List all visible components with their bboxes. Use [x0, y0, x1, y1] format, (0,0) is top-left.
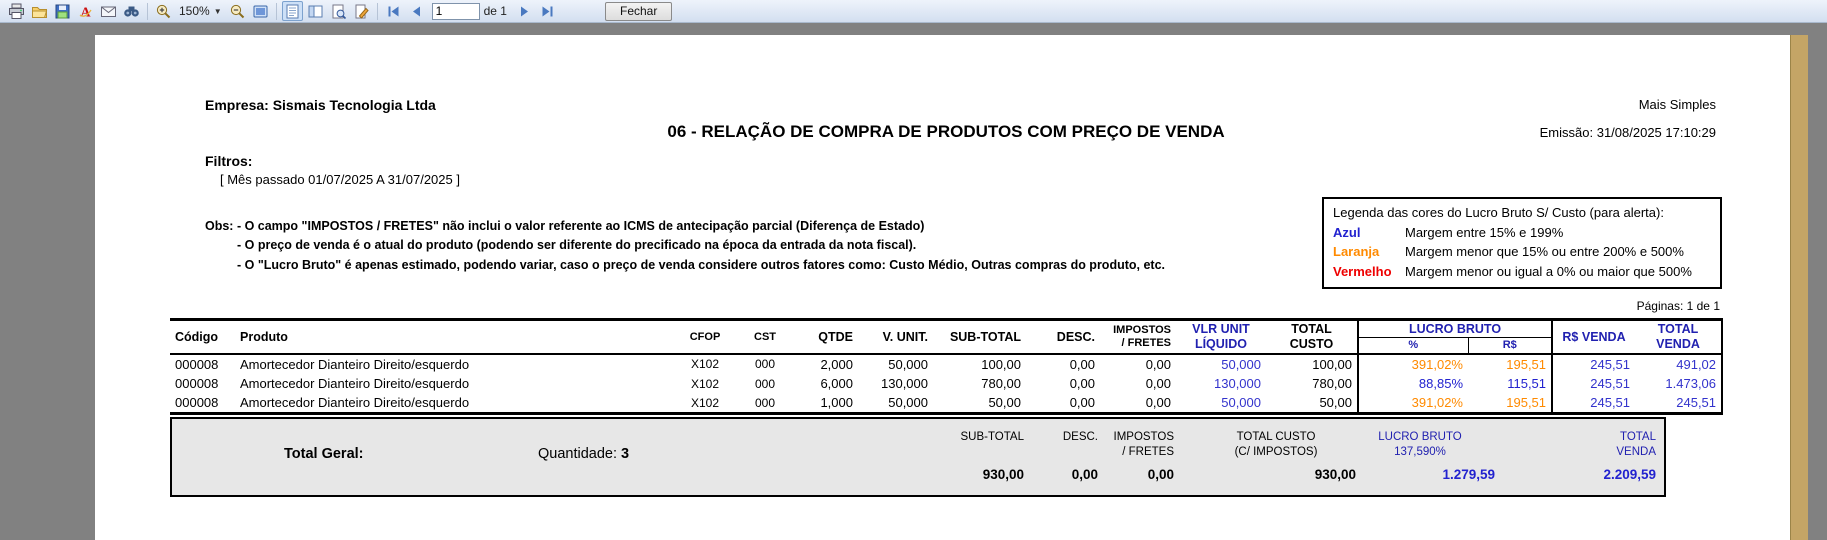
legend-item [1333, 262, 1711, 282]
page-number-input[interactable] [432, 3, 480, 20]
cell-sub-total: 100,00 [981, 356, 1021, 372]
cell-sub-total: 50,00 [933, 394, 1026, 414]
legend-item [1333, 242, 1711, 262]
whole-page-button[interactable] [250, 1, 271, 21]
cell-desc: 0,00 [1026, 394, 1100, 414]
close-preview-button[interactable]: Fechar [605, 2, 672, 21]
col-header-total-venda [1635, 320, 1722, 354]
next-page-button[interactable] [514, 1, 535, 21]
legend-item-text: Margem entre 15% e 199% [1405, 224, 1564, 240]
total-venda [1556, 430, 1656, 482]
total-lucro-value: 1.279,59 [1442, 467, 1495, 483]
header-line: / FRETES [1121, 336, 1171, 349]
whole-page-icon [252, 3, 269, 20]
edit-pencil-icon [353, 3, 370, 20]
table-row [170, 394, 1722, 414]
first-page-icon [385, 3, 402, 20]
preview-toolbar [0, 0, 1827, 23]
last-page-button[interactable] [537, 1, 558, 21]
cell-codigo: 000008 [170, 394, 235, 414]
next-page-icon [516, 3, 533, 20]
zoom-level-select[interactable] [175, 4, 226, 18]
cell-v-unit: 50,000 [858, 394, 933, 414]
zoom-out-icon [229, 3, 246, 20]
label-line: TOTAL CUSTO [1236, 431, 1316, 444]
first-page-button[interactable] [383, 1, 404, 21]
total-lucro-label [1345, 430, 1495, 460]
cell-rs-venda: 245,51 [1590, 356, 1631, 372]
col-header-desc: DESC. [1026, 320, 1100, 354]
envelope-icon [100, 3, 117, 20]
header-line: TOTAL [1657, 321, 1699, 336]
filters-value: [ Mês passado 01/07/2025 A 31/07/2025 ] [220, 172, 460, 187]
cell-codigo: 000008 [175, 376, 219, 392]
page-setup-icon [330, 3, 347, 20]
total-sub-total [914, 430, 1024, 482]
header-line: VLR UNIT [1192, 321, 1250, 336]
col-header-cst: CST [735, 320, 795, 354]
table-row [170, 354, 1722, 374]
cell-rs-venda: 245,51 [1552, 394, 1635, 414]
toolbar-separator [147, 3, 148, 20]
quantity-label: Quantidade: [538, 446, 618, 463]
observations [205, 217, 1285, 275]
company-line [205, 97, 436, 113]
cell-lucro-pct: 88,85% [1358, 374, 1468, 394]
open-folder-icon [31, 3, 48, 20]
save-button[interactable] [52, 1, 73, 21]
col-header-lucro-rs: R$ [1468, 338, 1552, 354]
chevron-down-icon: ▼ [213, 6, 222, 16]
cell-impostos: 0,00 [1100, 394, 1176, 414]
lucro-percent: 137,590% [1394, 445, 1446, 458]
obs-line: Obs: - O campo "IMPOSTOS / FRETES" não inclui o valor referente ao ICMS de antecipação parcial (Diferença de Estado) [205, 219, 925, 233]
export-pdf-button[interactable] [75, 1, 96, 21]
facing-pages-view-button[interactable] [305, 1, 326, 21]
report-header [170, 95, 1722, 151]
legend-item-text: Margem menor ou igual a 0% ou maior que 500% [1405, 263, 1692, 279]
total-impostos-value: 0,00 [1147, 467, 1174, 483]
cell-desc: 0,00 [1069, 376, 1095, 392]
col-header-cfop: CFOP [675, 320, 735, 354]
brand-name: Mais Simples [1638, 97, 1716, 112]
cell-produto: Amortecedor Dianteiro Direito/esquerdo [240, 376, 470, 392]
legend-item-text: Margem menor que 15% ou entre 200% e 500% [1405, 244, 1684, 259]
edit-page-button[interactable] [351, 1, 372, 21]
cell-produto: Amortecedor Dianteiro Direito/esquerdo [240, 356, 470, 372]
col-header-vlr-unit-liquido [1176, 320, 1266, 354]
cell-total-custo: 100,00 [1312, 356, 1352, 372]
quantity-value: 3 [621, 446, 630, 463]
total-impostos-label [1094, 430, 1174, 460]
col-header-total-custo [1266, 320, 1358, 354]
cell-vlr-unit-liquido: 50,000 [1176, 394, 1266, 414]
cell-lucro-rs: 195,51 [1468, 354, 1552, 374]
cell-cfop: X102 [675, 394, 735, 414]
col-header-lucro-pct: % [1358, 338, 1468, 354]
email-button[interactable] [98, 1, 119, 21]
cell-total-venda: 1.473,06 [1635, 374, 1722, 394]
prev-page-icon [408, 3, 425, 20]
cell-total-venda: 245,51 [1635, 394, 1722, 414]
header-line: VENDA [1656, 336, 1700, 351]
total-quantity [538, 446, 629, 462]
total-desc-value: 0,00 [1071, 467, 1098, 483]
products-table [170, 318, 1723, 415]
toolbar-separator [377, 3, 378, 20]
cell-v-unit: 130,000 [881, 376, 928, 392]
search-button[interactable] [121, 1, 142, 21]
cell-total-venda: 491,02 [1635, 354, 1722, 374]
cell-desc: 0,00 [1069, 356, 1095, 372]
col-header-v-unit: V. UNIT. [858, 320, 933, 354]
cell-lucro-pct: 391,02% [1358, 394, 1468, 414]
total-sub-total-value: 930,00 [982, 467, 1024, 483]
legend-color-label: Azul [1333, 224, 1361, 240]
total-sub-total-label: SUB-TOTAL [960, 431, 1024, 444]
table-row [170, 374, 1722, 394]
emission-timestamp: Emissão: 31/08/2025 17:10:29 [1539, 125, 1716, 140]
open-file-button[interactable] [29, 1, 50, 21]
col-header-rs-venda: R$ VENDA [1552, 320, 1635, 354]
cell-vlr-unit-liquido: 50,000 [1221, 356, 1261, 372]
pdf-icon [77, 3, 94, 20]
col-header-produto: Produto [235, 320, 675, 354]
cell-cst: 000 [754, 357, 776, 372]
last-page-icon [539, 3, 556, 20]
cell-impostos: 0,00 [1145, 376, 1171, 392]
label-line: / FRETES [1122, 445, 1174, 458]
cell-vlr-unit-liquido: 130,000 [1214, 376, 1261, 392]
single-page-view-icon [284, 3, 301, 20]
cell-impostos: 0,00 [1145, 356, 1171, 372]
label-line: TOTAL [1620, 431, 1656, 444]
total-desc-label: DESC. [1062, 431, 1098, 444]
legend-title: Legenda das cores do Lucro Bruto S/ Custo (para alerta): [1333, 205, 1664, 220]
cell-cfop: X102 [690, 357, 720, 372]
report-page [95, 35, 1790, 540]
page-edge-decoration [1790, 35, 1808, 540]
cell-sub-total: 780,00 [981, 376, 1021, 392]
total-venda-value: 2.209,59 [1603, 467, 1656, 483]
cell-cst: 000 [754, 376, 776, 391]
cell-cst: 000 [735, 394, 795, 414]
print-icon [8, 3, 25, 20]
header-line: IMPOSTOS [1113, 323, 1171, 336]
page-total-label: de 1 [483, 4, 507, 18]
cell-total-custo: 780,00 [1312, 376, 1352, 392]
legend-color-label: Vermelho [1333, 263, 1392, 279]
obs-line: - O preço de venda é o atual do produto (podendo ser diferente do precificado na época da entrada da nota fiscal). [237, 238, 917, 253]
col-header-lucro-bruto: LUCRO BRUTO [1358, 320, 1552, 338]
filters-label: Filtros: [205, 153, 253, 169]
header-line: CUSTO [1289, 336, 1334, 351]
total-venda-label [1556, 430, 1656, 460]
total-geral-label: Total Geral: [284, 446, 364, 463]
total-impostos [1094, 430, 1174, 482]
cell-qtde: 2,000 [820, 356, 853, 372]
legend-color-label: Laranja [1333, 244, 1380, 259]
zoom-level-value: 150% [179, 4, 210, 18]
prev-page-button[interactable] [406, 1, 427, 21]
col-header-codigo: Código [170, 320, 235, 354]
cell-total-custo: 50,00 [1266, 394, 1358, 414]
zoom-in-button[interactable] [153, 1, 174, 21]
page-setup-button[interactable] [328, 1, 349, 21]
facing-pages-view-icon [307, 3, 324, 20]
single-page-view-button[interactable] [282, 1, 303, 21]
save-icon [54, 3, 71, 20]
svg-text:A: A [80, 5, 91, 20]
report-title: 06 - RELAÇÃO DE COMPRA DE PRODUTOS COM PREÇO DE VENDA [667, 122, 1225, 141]
cell-produto: Amortecedor Dianteiro Direito/esquerdo [235, 394, 675, 414]
total-custo-label [1196, 430, 1356, 460]
label-line: VENDA [1616, 445, 1656, 458]
total-custo [1196, 430, 1356, 482]
cell-lucro-rs: 195,51 [1468, 394, 1552, 414]
header-line: LÍQUIDO [1194, 336, 1248, 351]
company-name: Sismais Tecnologia Ltda [272, 97, 436, 113]
cell-lucro-pct: 391,02% [1358, 354, 1468, 374]
header-line: TOTAL [1291, 321, 1332, 336]
cell-v-unit: 50,000 [888, 356, 928, 372]
zoom-in-icon [155, 3, 172, 20]
cell-qtde: 6,000 [820, 376, 853, 392]
totals-band [170, 417, 1666, 497]
cell-lucro-rs: 115,51 [1468, 374, 1552, 394]
zoom-out-button[interactable] [227, 1, 248, 21]
pages-count: Páginas: 1 de 1 [1636, 299, 1720, 314]
cell-qtde: 1,000 [795, 394, 858, 414]
col-header-sub-total: SUB-TOTAL [933, 320, 1026, 354]
cell-cfop: X102 [690, 376, 720, 391]
legend-item [1333, 223, 1711, 243]
total-custo-value: 930,00 [1314, 467, 1356, 483]
obs-line: - O "Lucro Bruto" é apenas estimado, podendo variar, caso o preço de venda considere outros fatores como: Custo Médio, Outras compras do produto, etc. [237, 257, 1165, 272]
col-header-qtde: QTDE [795, 320, 858, 354]
label-line: IMPOSTOS [1113, 431, 1174, 444]
label-line: (C/ IMPOSTOS) [1234, 445, 1318, 458]
label-line: LUCRO BRUTO [1378, 431, 1462, 444]
col-header-impostos-fretes [1100, 320, 1176, 354]
binoculars-icon [123, 3, 140, 20]
cell-codigo: 000008 [175, 356, 219, 372]
print-button[interactable] [6, 1, 27, 21]
total-desc [1038, 430, 1098, 482]
company-label: Empresa: [205, 97, 269, 113]
cell-rs-venda: 245,51 [1590, 376, 1631, 392]
toolbar-separator [276, 3, 277, 20]
color-legend-box [1322, 197, 1722, 289]
total-lucro-bruto [1345, 430, 1495, 482]
